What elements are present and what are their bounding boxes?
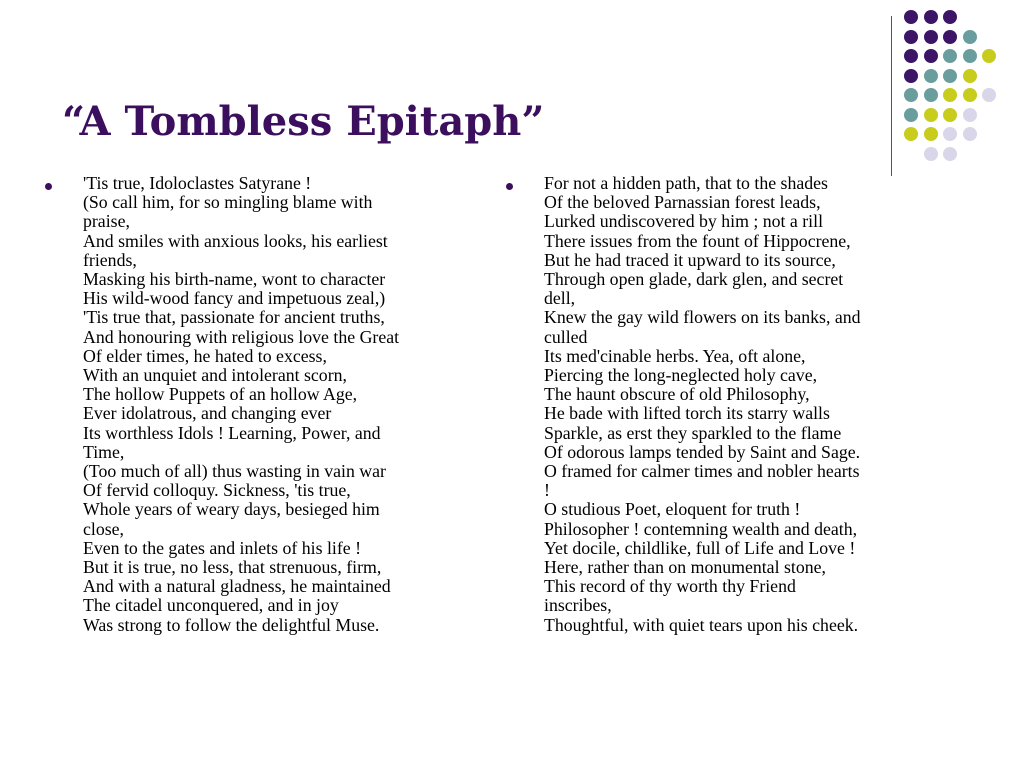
- decoration-dot: [904, 30, 918, 44]
- poem-line: dell,: [544, 288, 576, 309]
- poem-line: Even to the gates and inlets of his life !: [83, 537, 362, 558]
- decoration-dot: [943, 147, 957, 161]
- poem-line: Whole years of weary days, besieged him: [83, 499, 380, 520]
- decoration-dot: [963, 30, 977, 44]
- decoration-dot: [924, 30, 938, 44]
- poem-line: This record of thy worth thy Friend: [544, 576, 796, 597]
- decoration-dot: [924, 49, 938, 63]
- decoration-dot: [943, 88, 957, 102]
- poem-line: culled: [544, 326, 588, 347]
- decoration-dot: [904, 127, 918, 141]
- decoration-dot: [963, 127, 977, 141]
- poem-column-left: [83, 174, 473, 635]
- poem-line: 'Tis true that, passionate for ancient truths,: [83, 307, 385, 328]
- poem-line: And smiles with anxious looks, his earliest: [83, 230, 388, 251]
- poem-line: The hollow Puppets of an hollow Age,: [83, 384, 358, 405]
- decoration-dot: [943, 10, 957, 24]
- poem-line: For not a hidden path, that to the shades: [544, 173, 828, 193]
- decoration-dot: [963, 69, 977, 83]
- poem-line: (So call him, for so mingling blame with: [83, 192, 373, 213]
- poem-column-right: [544, 174, 940, 635]
- decoration-dots: [904, 10, 1014, 170]
- poem-line: Through open glade, dark glen, and secret: [544, 269, 844, 290]
- decoration-dot: [982, 49, 996, 63]
- poem-line: Piercing the long-neglected holy cave,: [544, 365, 818, 386]
- poem-line: Thoughtful, with quiet tears upon his cheek.: [544, 614, 859, 635]
- poem-line: Here, rather than on monumental stone,: [544, 557, 826, 578]
- decoration-dot: [904, 10, 918, 24]
- poem-line: The citadel unconquered, and in joy: [83, 595, 339, 616]
- poem-line: But it is true, no less, that strenuous, firm,: [83, 557, 382, 578]
- decoration-dot: [904, 88, 918, 102]
- poem-line: But he had traced it upward to its source,: [544, 249, 836, 270]
- decoration-dot: [904, 108, 918, 122]
- decoration-dot: [904, 49, 918, 63]
- poem-line: Of odorous lamps tended by Saint and Sage.: [544, 441, 861, 462]
- poem-line: Lurked undiscovered by him ; not a rill: [544, 211, 824, 232]
- poem-line: Philosopher ! contemning wealth and death,: [544, 518, 858, 539]
- decoration-dot: [982, 88, 996, 102]
- bullet-icon: [45, 183, 52, 190]
- decoration-dot: [943, 30, 957, 44]
- slide-title: “A Tombless Epitaph”: [62, 98, 545, 145]
- poem-line: Sparkle, as erst they sparkled to the flame: [544, 422, 842, 443]
- poem-line: The haunt obscure of old Philosophy,: [544, 384, 810, 405]
- poem-line: Ever idolatrous, and changing ever: [83, 403, 332, 424]
- poem-line: friends,: [83, 249, 137, 270]
- poem-line: His wild-wood fancy and impetuous zeal,): [83, 288, 386, 309]
- poem-line: praise,: [83, 211, 130, 232]
- poem-line: He bade with lifted torch its starry walls: [544, 403, 830, 424]
- decoration-dot: [924, 127, 938, 141]
- poem-line: Knew the gay wild flowers on its banks, and: [544, 307, 861, 328]
- decoration-dot: [963, 49, 977, 63]
- decoration-dot: [924, 147, 938, 161]
- poem-line: Was strong to follow the delightful Muse.: [83, 614, 380, 635]
- poem-line: With an unquiet and intolerant scorn,: [83, 365, 347, 386]
- poem-line: Its worthless Idols ! Learning, Power, and: [83, 422, 381, 443]
- poem-line: Of the beloved Parnassian forest leads,: [544, 192, 821, 213]
- decoration-dot: [963, 88, 977, 102]
- decoration-dot: [924, 69, 938, 83]
- poem-line: 'Tis true, Idoloclastes Satyrane !: [83, 173, 312, 193]
- poem-line: O studious Poet, eloquent for truth !: [544, 499, 801, 520]
- decoration-dot: [943, 49, 957, 63]
- poem-line: And with a natural gladness, he maintained: [83, 576, 391, 597]
- poem-line: Of fervid colloquy. Sickness, 'tis true,: [83, 480, 351, 501]
- poem-line: close,: [83, 518, 124, 539]
- poem-line: O framed for calmer times and nobler hearts: [544, 461, 860, 482]
- decoration-dot: [943, 69, 957, 83]
- divider-line: [891, 16, 892, 176]
- poem-line: !: [544, 480, 550, 501]
- poem-line: Its med'cinable herbs. Yea, oft alone,: [544, 345, 806, 366]
- poem-line: (Too much of all) thus wasting in vain war: [83, 461, 386, 482]
- poem-line: There issues from the fount of Hippocrene,: [544, 230, 851, 251]
- poem-line: And honouring with religious love the Great: [83, 326, 400, 347]
- poem-text-right: [544, 174, 940, 635]
- decoration-dot: [924, 10, 938, 24]
- decoration-dot: [904, 69, 918, 83]
- decoration-dot: [943, 127, 957, 141]
- poem-line: Of elder times, he hated to excess,: [83, 345, 327, 366]
- poem-text-left: [83, 174, 473, 635]
- decoration-dot: [963, 108, 977, 122]
- poem-line: Masking his birth-name, wont to character: [83, 269, 386, 290]
- poem-line: Yet docile, childlike, full of Life and Love !: [544, 537, 856, 558]
- decoration-dot: [924, 108, 938, 122]
- poem-line: inscribes,: [544, 595, 612, 616]
- poem-line: Time,: [83, 441, 125, 462]
- bullet-icon: [506, 183, 513, 190]
- decoration-dot: [943, 108, 957, 122]
- decoration-dot: [924, 88, 938, 102]
